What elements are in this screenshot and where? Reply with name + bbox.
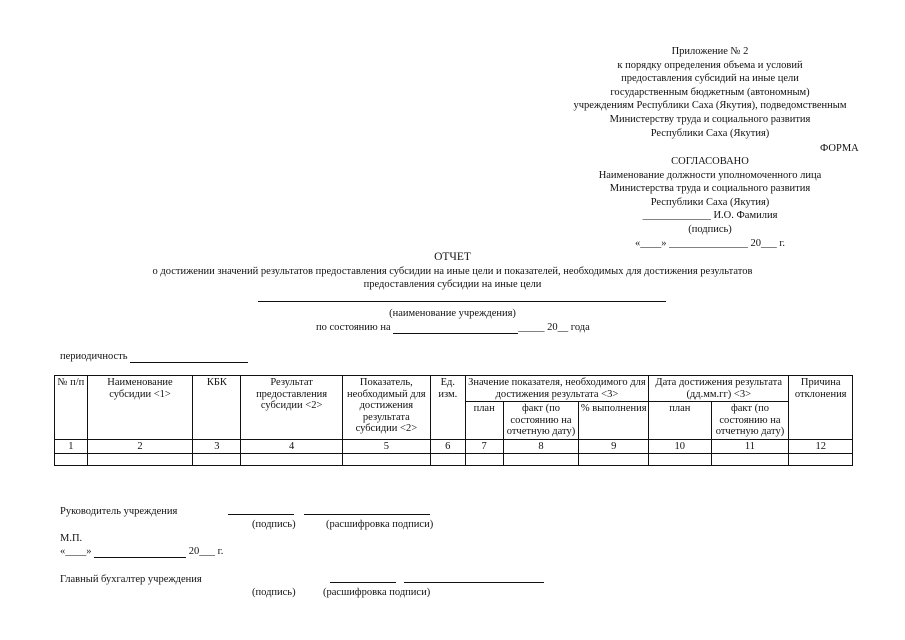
head-sig-caption: (подпись) (252, 519, 296, 530)
head-decode-line (304, 514, 430, 515)
report-subtitle-2: предоставления субсидии на иные цели (363, 279, 542, 291)
col-header-date-achieved: Дата достижения результата (дд.мм.гг) <3> (649, 376, 789, 402)
sign-date-suffix: 20___ г. (188, 546, 224, 557)
column-number: 8 (503, 439, 579, 454)
periodicity-label: периодичность (60, 351, 128, 362)
approval-signature-caption: (подпись) (688, 223, 732, 235)
as-of-prefix: по состоянию на (316, 322, 391, 333)
org-caption: (наименование учреждения) (389, 308, 516, 319)
empty-cell[interactable] (55, 454, 88, 466)
column-numbers-row (55, 439, 853, 454)
col-header-indicator-value: Значение показателя, необходимого для достижения результата <3> (465, 376, 648, 402)
col-header-num: № п/п (55, 376, 88, 440)
periodicity-line (60, 350, 248, 363)
col-header-subsidy-name: Наименование субсидии <1> (87, 376, 193, 440)
column-number: 10 (649, 439, 711, 454)
appendix-line: Приложение № 2 (671, 46, 749, 57)
table-header-row (55, 376, 853, 402)
col-header-plan-date: план (649, 402, 711, 440)
empty-cell[interactable] (87, 454, 193, 466)
report-title: ОТЧЕТ (434, 251, 471, 263)
empty-cell[interactable] (241, 454, 342, 466)
approval-position-line: Наименование должности уполномоченного лица (598, 169, 822, 181)
accountant-sig-caption: (подпись) (252, 587, 296, 598)
appendix-header (540, 45, 880, 140)
head-decode-caption: (расшифровка подписи) (326, 519, 434, 530)
empty-cell[interactable] (579, 454, 649, 466)
as-of-suffix: _____ 20__ года (518, 322, 590, 333)
appendix-line: Министерству труда и социального развития (609, 113, 811, 125)
col-header-fact-date: факт (по состоянию на отчетную дату) (711, 402, 789, 440)
accountant-decode-line (404, 582, 544, 583)
column-number: 12 (789, 439, 853, 454)
approval-position-line: Республики Саха (Якутия) (650, 196, 770, 208)
column-number: 9 (579, 439, 649, 454)
column-number: 6 (430, 439, 465, 454)
appendix-line: учреждениям Республики Саха (Якутия), подведомственным (573, 100, 847, 112)
accountant-label: Главный бухгалтер учреждения (60, 574, 202, 585)
col-header-indicator: Показатель, необходимый для достижения результата субсидии <2> (342, 376, 430, 440)
head-label: Руководитель учреждения (60, 506, 178, 517)
empty-cell[interactable] (465, 454, 503, 466)
approval-date-line: «____» _______________ 20___ г. (634, 237, 786, 249)
periodicity-blank (130, 352, 248, 363)
col-header-plan: план (465, 402, 503, 440)
approval-position-line: Министерства труда и социального развития (609, 183, 811, 195)
form-label: ФОРМА (820, 143, 859, 154)
table-empty-row (55, 454, 853, 466)
accountant-decode-caption: (расшифровка подписи) (323, 587, 431, 598)
appendix-line: к порядку определения объема и условий (617, 59, 803, 71)
empty-cell[interactable] (711, 454, 789, 466)
column-number: 5 (342, 439, 430, 454)
column-number: 1 (55, 439, 88, 454)
head-signature-line (228, 514, 294, 515)
report-title-block (0, 251, 905, 292)
appendix-line: государственным бюджетным (автономным) (610, 86, 810, 98)
sign-date-blank (94, 547, 186, 558)
as-of-line (316, 321, 590, 334)
report-table (54, 375, 853, 466)
column-number: 11 (711, 439, 789, 454)
approval-block (560, 155, 860, 250)
col-header-result: Результат предоставления субсидии <2> (241, 376, 342, 440)
empty-cell[interactable] (342, 454, 430, 466)
column-number: 2 (87, 439, 193, 454)
org-name-line (258, 301, 666, 302)
approval-signature-line: _____________ И.О. Фамилия (642, 210, 778, 222)
col-header-percent: % выполнения (579, 402, 649, 440)
sign-date-line (60, 545, 223, 558)
as-of-date-blank (393, 323, 518, 334)
col-header-kbk: КБК (193, 376, 241, 440)
empty-cell[interactable] (193, 454, 241, 466)
column-number: 7 (465, 439, 503, 454)
col-header-fact: факт (по состоянию на отчетную дату) (503, 402, 579, 440)
accountant-signature-line (330, 582, 396, 583)
column-number: 4 (241, 439, 342, 454)
empty-cell[interactable] (649, 454, 711, 466)
appendix-line: Республики Саха (Якутия) (650, 127, 770, 139)
col-header-deviation-reason: Причина отклонения (789, 376, 853, 440)
appendix-line: предоставления субсидий на иные цели (621, 73, 799, 85)
col-header-unit: Ед. изм. (430, 376, 465, 440)
empty-cell[interactable] (789, 454, 853, 466)
empty-cell[interactable] (503, 454, 579, 466)
approval-agreed: СОГЛАСОВАНО (671, 156, 749, 167)
empty-cell[interactable] (430, 454, 465, 466)
report-subtitle-1: о достижении значений результатов предоставления субсидии на иные цели и показателей, необходимых для достижения результатов (152, 265, 753, 277)
stamp-label: М.П. (60, 533, 83, 544)
column-number: 3 (193, 439, 241, 454)
sign-date-prefix: «____» (60, 546, 92, 557)
